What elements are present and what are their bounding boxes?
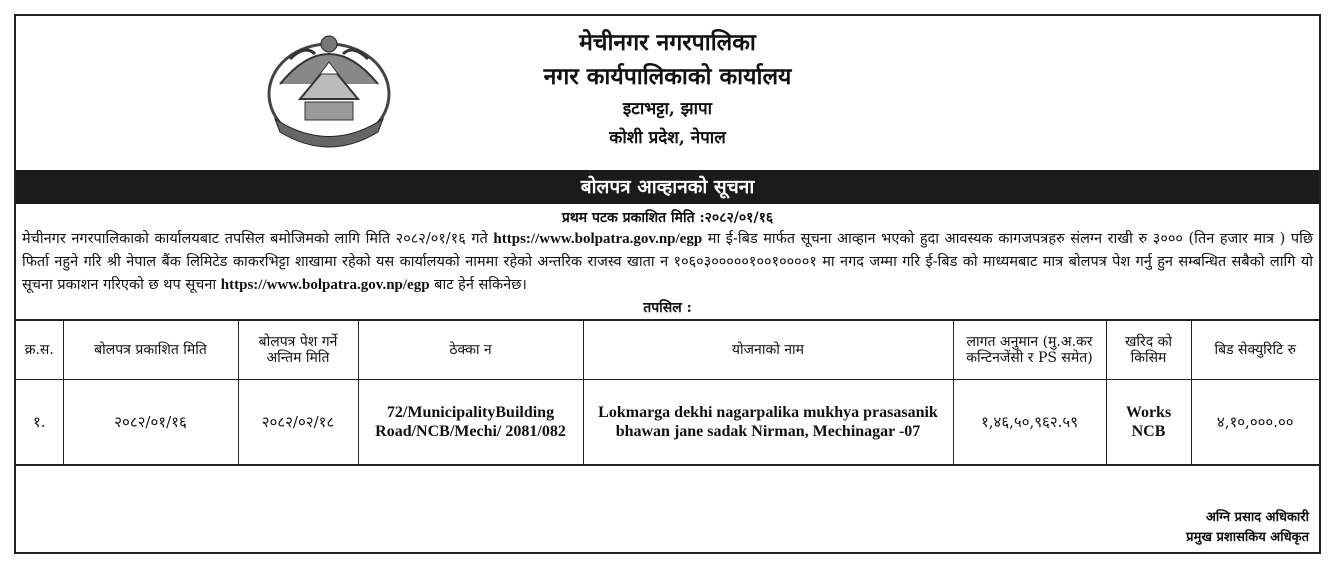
notice-frame (14, 14, 1321, 554)
notice-body (16, 228, 1319, 297)
cell-procurement-type: Works NCB (1106, 380, 1191, 466)
col-header-bid-security: बिड सेक्युरिटि रु (1191, 320, 1319, 380)
col-header-sn: क्र.स. (16, 320, 63, 380)
published-date: प्रथम पटक प्रकाशित मिति :२०८२/०१/१६ (561, 210, 774, 226)
col-header-cost-estimate: लागत अनुमान (मु.अ.कर कन्टिनजेंसी र PS समेत) (953, 320, 1106, 380)
body-text-2: मा ई-बिड मार्फत सूचना आव्हान भएको हुदा आवस्यक कागजपत्रहरु संलग्न राखी रु ३००० (तिन हजार मात्र ) पछि फिर्ता नहुने गरि श्री नेपाल बैंक लिमिटेड काकरभिट्टा शाखामा रहेको यस कार्यालयको नाममा रहेको अन्तरिक राजस्व खाता न १०६०३०००००१००१००००१ मा नगद जम्मा गरि ई-बिड को माध्यमबाट मात्र बोलपत्र पेश गर्नु हुन सम्बन्धित सबैको लागि यो सूचना प्रकाशन गरिएको छ थप सूचना (22, 231, 1314, 293)
signatory-name: अग्नि प्रसाद अधिकारी (1205, 510, 1309, 525)
city-name: इटाभट्टा, झापा (622, 99, 713, 119)
egp-link-1[interactable]: https://www.bolpatra.gov.np/egp (493, 231, 703, 247)
cell-cost-estimate: १,४६,५०,९६२.५९ (953, 380, 1106, 466)
notice-header (16, 16, 1319, 170)
body-text-1: मेचीनगर नगरपालिकाको कार्यालयबाट तपसिल बमोजिमको लागि मिति २०८२/०१/१६ गते (22, 231, 494, 247)
cell-published-date: २०८२/०१/१६ (63, 380, 238, 466)
details-title: तपसिल : (643, 300, 692, 316)
office-name: नगर कार्यपालिकाको कार्यालय (543, 63, 792, 90)
municipality-name: मेचीनगर नगरपालिका (579, 29, 756, 56)
notice-banner: बोलपत्र आव्हानको सूचना (16, 170, 1319, 204)
cell-project-name: Lokmarga dekhi nagarpalika mukhya prasasanik bhawan jane sadak Nirman, Mechinagar -07 (583, 380, 953, 466)
signature-block (1186, 508, 1309, 548)
col-header-deadline: बोलपत्र पेश गर्ने अन्तिम मिति (238, 320, 358, 380)
table-row (16, 380, 1319, 466)
col-header-published-date: बोलपत्र प्रकाशित मिति (63, 320, 238, 380)
cell-deadline: २०८२/०२/१८ (238, 380, 358, 466)
tender-table (16, 319, 1319, 466)
egp-link-2[interactable]: https://www.bolpatra.gov.np/egp (220, 277, 430, 293)
col-header-project-name: योजनाको नाम (583, 320, 953, 380)
signatory-title: प्रमुख प्रशासकिय अधिकृत (1186, 530, 1309, 545)
province-name: कोशी प्रदेश, नेपाल (609, 128, 726, 148)
table-header-row (16, 320, 1319, 380)
col-header-contract-no: ठेक्का न (358, 320, 583, 380)
body-text-3: बाट हेर्न सकिनेछ। (429, 277, 527, 293)
cell-bid-security: ४,१०,०००.०० (1191, 380, 1319, 466)
cell-sn: १. (16, 380, 63, 466)
col-header-procurement-type: खरिद को किसिम (1106, 320, 1191, 380)
cell-contract-no: 72/MunicipalityBuilding Road/NCB/Mechi/ 2081/082 (358, 380, 583, 466)
